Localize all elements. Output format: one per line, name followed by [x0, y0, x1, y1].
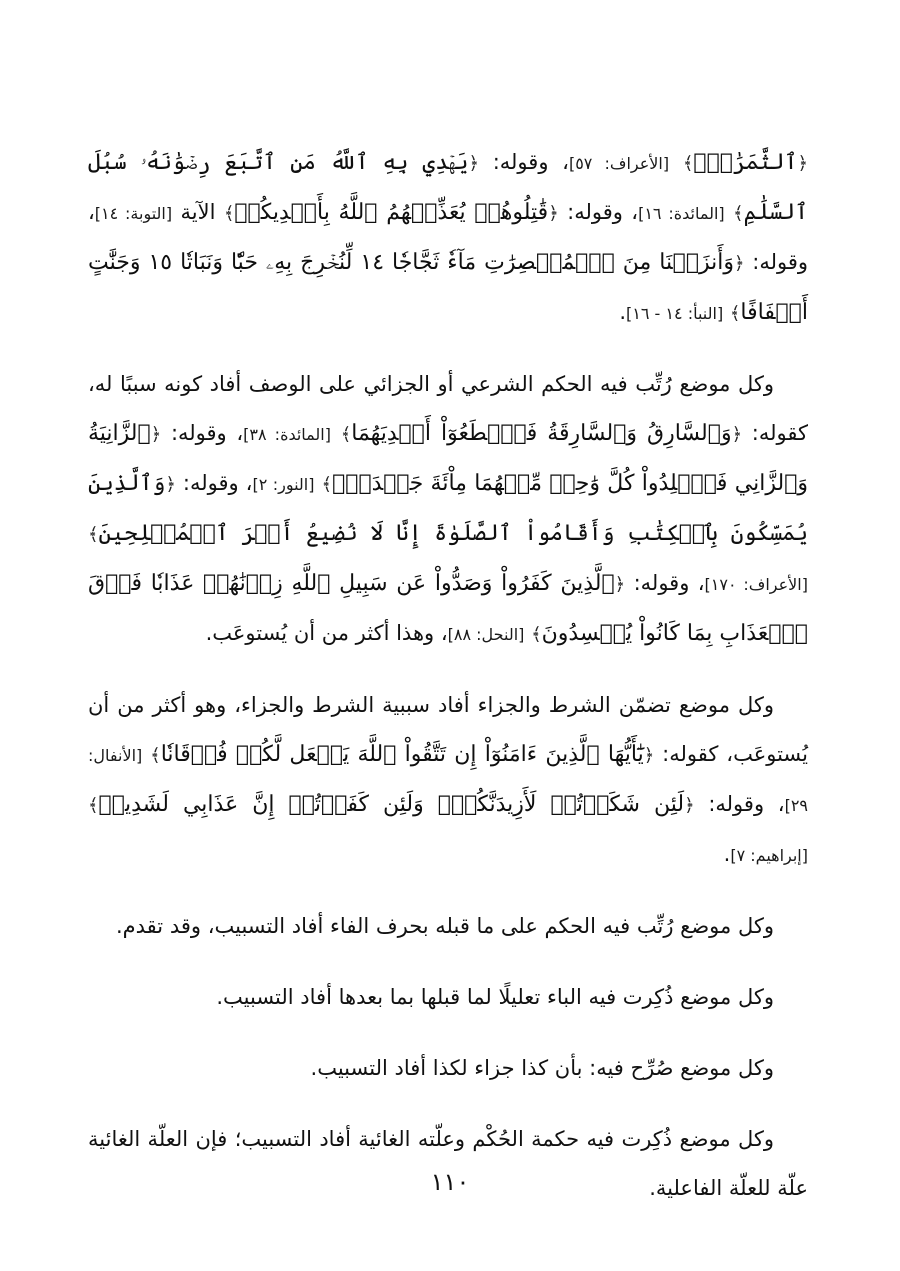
- quran-verse: ٱلزَّانِيَةُ وَٱلزَّانِي فَٱجۡلِدُواْ كُلَّ وَٰحِدٖ مِّنۡهُمَا مِاْئَةَ جَلۡدَةٖۖ: [88, 421, 809, 496]
- text-run: الآية: [172, 200, 224, 224]
- verse-open-bracket: ﴿: [614, 574, 626, 595]
- quran-verse: ٱلَّذِينَ كَفَرُواْ وَصَدُّواْ عَن سَبِيلِ ٱللَّهِ زِدۡنَٰهُمۡ عَذَابٗا فَوۡقَ ٱلۡعَذَابِ بِمَا كَانُواْ يُفۡسِدُونَ: [88, 571, 808, 646]
- verse-reference: [الأعراف: ٥٧]: [568, 154, 670, 173]
- verse-reference: [الأعراف: ١٧٠]: [704, 575, 808, 594]
- paragraph-condition-and-reward: [88, 681, 808, 880]
- verse-open-bracket: ﴿: [797, 153, 808, 174]
- text-run: .: [619, 300, 627, 324]
- verse-reference: [الأنفال: ٢٩]: [88, 746, 808, 815]
- quran-verse: وَٱلسَّارِقُ وَٱلسَّارِقَةُ فَٱقۡطَعُوٓاْ أَيۡدِيَهُمَا: [351, 421, 732, 446]
- page-number: ١١٠: [430, 1168, 470, 1196]
- verse-reference: [النحل: ٨٨]: [447, 625, 525, 644]
- text-run: وكل موضع تضمّن الشرط والجزاء أفاد سببية الشرط والجزاء، وهو أكثر من أن يُستوعَب، كقوله:: [88, 693, 808, 766]
- verse-close-bracket: ﴾: [88, 795, 99, 816]
- paragraph-explicit-reward: وكل موضع صُرِّح فيه: بأن كذا جزاء لكذا أفاد التسبيب.: [310, 1056, 774, 1080]
- text-run: ، وقوله:: [175, 471, 253, 495]
- quran-verse: يَهۡدِي بِهِ ٱللَّهُ مَنِ ٱتَّبَعَ رِضۡوَٰنَهُۥ سُبُلَ ٱلسَّلَٰمِ: [88, 150, 809, 225]
- verse-open-bracket: ﴿: [684, 795, 695, 816]
- verse-close-bracket: ﴾: [682, 153, 694, 174]
- verse-open-bracket: ﴿: [731, 424, 743, 445]
- quran-verse: وَٱلَّذِينَ يُمَسِّكُونَ بِٱلۡكِتَٰبِ وَأَقَامُواْ ٱلصَّلَوٰةَ إِنَّا لَا نُضِيعُ أَجۡرَ ٱلۡمُصۡلِحِينَ: [88, 471, 808, 546]
- text-run: وكل موضع رُتِّب فيه الحكم الشرعي أو الجزائي على الوصف أفاد كونه سببًا له، كقوله:: [88, 372, 808, 445]
- verse-reference: [التوبة: ١٤]: [94, 204, 173, 223]
- paragraph-final-cause: وكل موضع ذُكِرت فيه حكمة الحُكْم وعلّته الغائية أفاد التسبيب؛ فإن العلّة الغائية علّة للعلّة الفاعلية.: [88, 1127, 808, 1200]
- text-run: ، وقوله:: [161, 421, 244, 445]
- text-run: ، وقوله:: [694, 792, 785, 816]
- verse-open-bracket: ﴿: [468, 153, 479, 174]
- verse-open-bracket: ﴿: [643, 745, 655, 766]
- verse-open-bracket: ﴿: [548, 203, 559, 224]
- text-run: ، وقوله:: [479, 150, 569, 174]
- verse-open-bracket: ﴿: [165, 474, 176, 495]
- verse-open-bracket: ﴿: [150, 424, 162, 445]
- text-run: ، وهذا أكثر من أن يُستوعَب.: [205, 621, 448, 645]
- verse-close-bracket: ﴾: [733, 203, 744, 224]
- verse-close-bracket: ﴾: [531, 624, 542, 645]
- text-run: ، وقوله:: [625, 571, 705, 595]
- text-run: .: [723, 842, 731, 866]
- verse-close-bracket: ﴾: [729, 303, 741, 324]
- verse-reference: [المائدة: ١٦]: [638, 204, 725, 223]
- text-run: ، وقوله:: [88, 200, 809, 274]
- verse-reference: [المائدة: ٣٨]: [243, 425, 331, 444]
- verse-close-bracket: ﴾: [321, 474, 333, 495]
- paragraph-fa-particle: وكل موضع رُتِّب فيه الحكم على ما قبله بحرف الفاء أفاد التسبيب، وقد تقدم.: [115, 914, 774, 938]
- verse-reference: [النور: ٢]: [252, 475, 315, 494]
- verse-close-bracket: ﴾: [340, 424, 352, 445]
- paragraph-verse-citations: [88, 138, 808, 338]
- page-content: [88, 138, 808, 1235]
- quran-verse: لَئِن شَكَرۡتُمۡ لَأَزِيدَنَّكُمۡۖ وَلَئِن كَفَرۡتُمۡ إِنَّ عَذَابِي لَشَدِيدٞ: [98, 792, 685, 817]
- paragraph-ba-particle: وكل موضع ذُكِرت فيه الباء تعليلًا لما قبلها بما بعدها أفاد التسبيب.: [216, 985, 774, 1009]
- quran-verse: ٱلثَّمَرَٰتِۚ: [693, 150, 798, 175]
- verse-close-bracket: ﴾: [88, 524, 99, 545]
- quran-verse: قَٰتِلُوهُمۡ يُعَذِّبۡهُمُ ٱللَّهُ بِأَيۡدِيكُمۡ: [234, 200, 549, 225]
- quran-verse: يَٰٓأَيُّهَا ٱلَّذِينَ ءَامَنُوٓاْ إِن تَتَّقُواْ ٱللَّهَ يَجۡعَل لَّكُمۡ فُرۡقَانٗا: [160, 742, 644, 767]
- quran-verse: وَأَنزَلۡنَا مِنَ ٱلۡمُعۡصِرَٰتِ مَآءٗ ثَجَّاجٗا ١٤ لِّنُخۡرِجَ بِهِۦ حَبّٗا وَنَبَاتٗا ١٥ وَجَنَّٰتٍ أَلۡفَافًا: [88, 250, 808, 325]
- paragraph-ruling-on-description: [88, 360, 808, 659]
- text-run: ، وقوله:: [558, 200, 639, 224]
- verse-reference: [النبأ: ١٤ - ١٦]: [626, 304, 724, 323]
- verse-open-bracket: ﴿: [734, 253, 745, 274]
- verse-close-bracket: ﴾: [150, 745, 161, 766]
- verse-reference: [إبراهيم: ٧]: [730, 846, 808, 865]
- verse-close-bracket: ﴾: [223, 203, 235, 224]
